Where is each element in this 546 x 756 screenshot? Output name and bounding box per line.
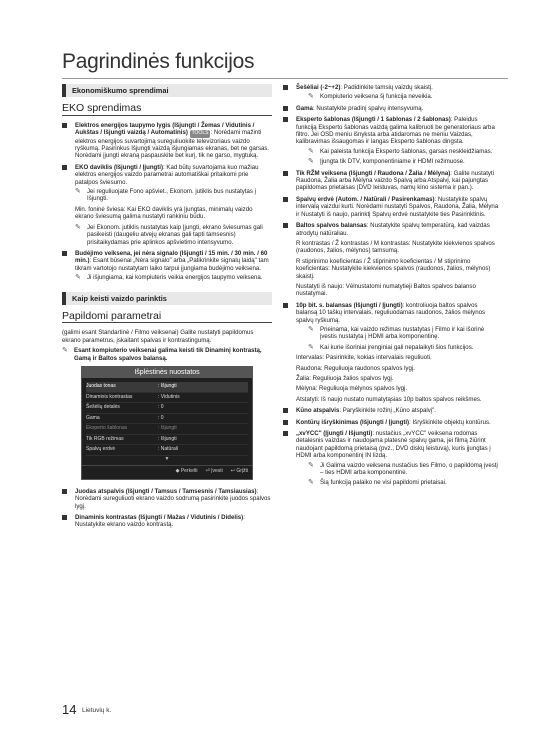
list-item-expert-pattern: Eksperto šablonas (Išjungti / 1 šablonas / 2 šablonas): Paleidus funkciją Eksperto šablonas vaizdą galima kalibruoti be generatoriaus arba filtro. Jei OSD meniu išnyksta arba atidaromas ne meniu Vaizdas, kalibravimas išsaugomas ir langas Eksperto šablonas dingsta. ✎ Kai paleista funkcija Eksperto šablonas, garsas neskleidžiamas. ✎ Įjungta tik DTV, komponentiniame ir HDMI režimuose. — [283, 116, 499, 165]
note: ✎ Jei Ekonom. jutiklis nustatytas kaip Įjungti, ekrano šviesumas gali pasikeisti (daugeliu atvejų ekranas gali tapti tamsesnis) prisitaikydamas prie aplinkos apšvietimo intensyvumo. — [75, 223, 263, 246]
osd-move-hint: ◆ Perkelti — [175, 468, 198, 475]
note-pen-icon: ✎ — [308, 147, 314, 155]
list-item-xvycc: „xvYCC" (Įjungti / Išjungti): nustačius „xvYCC" veiksena rodomas detalesnis vaizdas ir naudojama platesnė spalvų gama, jei filmą žiūrint naudojant papildomą prietaisą (pvz., DVD diskų leistuvą), kuris įjungtas į HDMI arba komponentinį IN lizdą. ✎ Ji Galima vaizdo veiksena nustačius ties Filmo, o papildomą įvestį – ties HDMI arba komponentinė. ✎ Šią funkciją palaiko ne visi papildomi prietaisai. — [283, 430, 499, 487]
section-bar-economy: Ekonomiškumo sprendimai — [62, 84, 272, 97]
osd-row: Dinaminis kontrastas : Vidutinis — [86, 393, 248, 404]
section-bar-picture-options: Kaip keisti vaizdo parinktis — [62, 292, 272, 305]
page-title: Pagrindinės funkcijos — [62, 50, 255, 73]
white-balance-offset: R kontrastas / Ž kontrastas / M kontrastas: Nustatykite kiekvienos spalvos (raudonos, žalios, mėlynos) tamsumą. — [296, 239, 495, 255]
bullet-square-icon — [283, 171, 288, 176]
note-pen-icon: ✎ — [308, 479, 314, 487]
bullet-square-icon — [62, 165, 67, 170]
list-item-shadow: Šešėliai (-2~+2): Padidinkite tamsių vaizdų skaistį. ✎ Kompiuterio veiksena šį funkcija neveikia. — [283, 84, 499, 101]
right-column — [283, 84, 499, 491]
left-column — [62, 84, 272, 533]
osd-menu-screenshot — [81, 366, 253, 480]
list-item-dynamic-contrast: Dinaminis kontrastas (Išjungti / Mažas / Vidutinis / Didelis): Nustatykite ekrano vaizdo kontrastą. — [62, 514, 272, 529]
osd-body — [82, 378, 252, 465]
list-item-gamma: Gama: Nustatykite pradinį spalvų intensyvumą. — [283, 105, 499, 112]
osd-row: Tik RGB režimas : Išjungti — [86, 435, 248, 446]
tools-badge: TOOLS — [191, 130, 209, 137]
page-number: 14 — [62, 702, 77, 717]
note-pen-icon: ✎ — [62, 347, 68, 355]
list-item-rgb-only: Tik RŽM veiksena (Išjungti / Raudona / Žalia / Mėlyna): Galite nustatyti Raudona, Žalia arba Mėlyna vaizdo Spalvą arba Atspalvį, kai pajungtas papildomas prietaisas (DVD leistuvas, namų kino sistema ir pan.). — [283, 170, 499, 192]
list-item-10p-balance: 10p bit. s. balansas (Išjungti / Įjungti): kontroliuoja baltos spalvos balansą 10 taškų intervalais, reguliuodamas raudonos, žalios mėlynos spalvų ryškumą. ✎ Prieinama, kai vaizdo režimas nustatytas į Filmo ir kai išorinė įvestis nustatyta į HDMI arba komponentinę. ✎ Kai kurie išoriniai įrenginiai gali nepalaikyti šios funkcijos. Intervalas: Pasirinkite, kokias intervalais reguliuoti. Raudona: Reguliuoja raudonos spalvos lygį. Žalia: Reguliuoja žalios spalvos lygį. Mėlyna: Reguliuoja mėlynos spalvos lygį. Atstatyti: Iš naujo nustato numatytąsias 10p baltos spalvos reikšmes. — [283, 302, 499, 403]
list-item-flesh-tone: Kūno atspalvis: Paryškinkite rožinį „Kūno atspalvį". — [283, 407, 499, 414]
white-balance-gain: R stiprinimo koeficientas / Ž stiprinimo koeficientas / M stiprinimo koeficientas: Nustatykite kiekvienos spalvos (raudonos, žalios, mėlynos) skaistį. — [296, 257, 491, 280]
eco-solution-title: EKO sprendimas — [62, 105, 272, 115]
bullet-square-icon — [283, 197, 288, 202]
note-pen-icon: ✎ — [75, 188, 81, 196]
bullet-square-icon — [283, 431, 288, 436]
note: ✎ Ji Galima vaizdo veiksena nustačius ties Filmo, o papildomą įvestį – ties HDMI arba komponentinė. — [308, 461, 498, 477]
bullet-square-icon — [283, 85, 288, 90]
note-pen-icon: ✎ — [75, 223, 81, 231]
osd-row: Spalvų erdvė : Natūrali — [86, 445, 248, 456]
osd-row: Šešėlių detalės : 0 — [86, 403, 248, 414]
list-item-color-space: Spalvų erdvė (Autom. / Natūrali / Pasirenkamas): Nustatykite spalvų intervalą vaizdui kurti. Norėdami nustatyti Spalvos, Raudona, Žalia, Mėlyna ir Nustatyti iš naujo, parinktį Spalvų erdvė nustatykite ties Pasirinktinis. — [283, 196, 499, 218]
list-item-black-tone: Juodas atspalvis (Išjungti / Tamsus / Tamsesnis / Tamsiausias): Norėdami sureguliuoti ekrano vaizdo sodrumą pasirinkite juodos spalvos lygį. — [62, 488, 272, 510]
note: ✎ Kai kurie išoriniai įrenginiai gali nepalaikyti šios funkcijos. — [308, 343, 474, 351]
note-pen-icon: ✎ — [308, 343, 314, 351]
bullet-square-icon — [283, 117, 288, 122]
bullet-square-icon — [283, 223, 288, 228]
osd-row: Eksperto šablonas : Išjungti — [86, 424, 248, 435]
list-item-white-balance: Baltos spalvos balansas: Nustatykite spalvų temperatūrą, kad vaizdas atrodytų natūraliau. R kontrastas / Ž kontrastas / M kontrastas: Nustatykite kiekvienos spalvos (raudonos, žalios, mėlynos) tamsumą. R stiprinimo koeficientas / Ž stiprinimo koeficientas / M stiprinimo koeficientas: Nustatykite kiekvienos spalvos (raudonos, žalios, mėlynos) skaistį. Nustatyti iš naujo: Vėlnustatomi numatytieji Baltos spalvos balanso nustatymai. — [283, 222, 499, 298]
advanced-intro: (galimi esant Standartinė / Filmo veiksenai) Galite nustatyti papildomus ekrano parametrus, įskaitant spalvas ir kontrastingumą. — [62, 329, 254, 344]
bullet-square-icon — [62, 515, 67, 520]
note-pen-icon: ✎ — [308, 461, 314, 469]
reset-text: Atstatyti: Iš naujo nustato numatytąsias 10p baltos spalvos reikšmes. — [296, 395, 482, 403]
osd-footer — [82, 465, 252, 478]
bullet-square-icon — [283, 106, 288, 111]
osd-return-hint: ↩ Grįžti — [230, 468, 248, 475]
osd-row: Gama : 0 — [86, 414, 248, 425]
blue-text: Mėlyna: Reguliuoja mėlynos spalvos lygį. — [296, 385, 408, 393]
note-pen-icon: ✎ — [75, 274, 81, 282]
bullet-square-icon — [283, 420, 288, 425]
note-pen-icon: ✎ — [308, 158, 314, 166]
note: ✎ Kai paleista funkcija Eksperto šablonas, garsas neskleidžiamas. — [308, 147, 493, 155]
white-balance-reset: Nustatyti iš naujo: Vėlnustatomi numatytieji Baltos spalvos balanso nustatymai. — [296, 282, 476, 298]
bullet-square-icon — [283, 408, 288, 413]
osd-scroll-down-icon: ▼ — [164, 455, 170, 462]
osd-title: Išplėstinės nuostatos — [82, 367, 252, 378]
bullet-square-icon — [62, 123, 67, 128]
advanced-settings-title: Papildomi parametrai — [62, 313, 272, 323]
note: ✎ Jei reguliuojate Fono apšviet., Ekonom. jutiklis bus nustatytas į Išjungti. — [75, 188, 257, 203]
title-rule — [62, 78, 508, 79]
note: ✎ Ji išjungiama, kai kompiuteris veikia energijos taupymo veiksena. — [75, 274, 263, 282]
note: ✎ Įjungta tik DTV, komponentiniame ir HDMI režimuose. — [308, 158, 465, 166]
list-item-energy-saving: Elektros energijos taupymo lygis (Išjungti / Žemas / Vidutinis / Aukštas / Išjungti vaizdą / Automatinis) TOOLS : Norėdami mažinti elektros energijos suvartojimą sureguliuokite televizoriaus vaizdo ryškumą. Pasirinkus Išjungti vaizdą išjungiamas ekranas, bet ne garsas. Norėdami įjungti ekraną paspauskite bet kurį, tik ne garso, mygtuką. — [62, 122, 272, 160]
osd-enter-hint: ⏎ Įvesti — [205, 468, 223, 475]
green-text: Žalia: Reguliuoja žalios spalvos lygį. — [296, 375, 394, 382]
note: ✎ Šią funkciją palaiko ne visi papildomi prietaisai. — [308, 479, 447, 487]
list-item-edge-enhancement: Kontūrų išryškinimas (Išjungti / Įjungti): Išryškinkite objektų kontūrus. — [283, 419, 499, 426]
note: ✎ Esant kompiuterio veiksenai galima keisti tik Dinaminį kontrastą, Gamą ir Baltos spalvos balansą. — [62, 347, 262, 362]
red-text: Raudona: Reguliuoja raudonos spalvos lygį. — [296, 364, 415, 372]
interval-text: Intervalas: Pasirinkite, kokias intervalais reguliuoti. — [296, 354, 432, 362]
osd-row: Juodas tonas : Išjungti — [86, 382, 248, 393]
bullet-square-icon — [62, 251, 67, 256]
note-pen-icon: ✎ — [308, 325, 314, 333]
page-language: Lietuvių k. — [82, 707, 112, 714]
note: ✎ Prieinama, kai vaizdo režimas nustatytas į Filmo ir kai išorinė įvestis nustatyta į HDMI arba komponentinę. — [308, 325, 485, 341]
min-backlight-text: Min. foninė šviesa: Kai EKO daviklis yra Įjungtas, minimalų vaizdo ekrano šviesumą galima nustatyti rankiniu būdu. — [75, 205, 253, 221]
bullet-square-icon — [62, 489, 67, 494]
note-pen-icon: ✎ — [308, 93, 314, 101]
note: ✎ Kompiuterio veiksena šį funkcija neveikia. — [308, 93, 433, 101]
list-item-eco-sensor: EKO daviklis (Išjungti / Įjungti): Kad būtų suvartojama kuo mažiau elektros energijos vaizdo parametrai automatiškai pritaikomi prie patalpos šviesumo. ✎ Jei reguliuojate Fono apšviet., Ekonom. jutiklis bus nustatytas į Išjungti. Min. foninė šviesa: Kai EKO daviklis yra Įjungtas, minimalų vaizdo ekrano šviesumą galima nustatyti rankiniu būdu. ✎ Jei Ekonom. jutiklis nustatytas kaip Įjungti, ekrano šviesumas gali pasikeisti (daugeliu atvejų ekranas gali tapti tamsesnis) prisitaikydamas prie aplinkos apšvietimo intensyvumo. — [62, 164, 272, 246]
list-item-no-signal-standby: Budėjimo veiksena, jei nėra signalo (Išjungti / 15 min. / 30 min. / 60 min.): Esant būsenai „Nėra signalo" arba „Patikrinkite signalų laidą" tam tikram vartotojo nustatytam laiko tarpui įjungiama budėjimo veiksena. ✎ Ji išjungiama, kai kompiuteris veikia energijos taupymo veiksena. — [62, 250, 272, 282]
bullet-square-icon — [283, 303, 288, 308]
